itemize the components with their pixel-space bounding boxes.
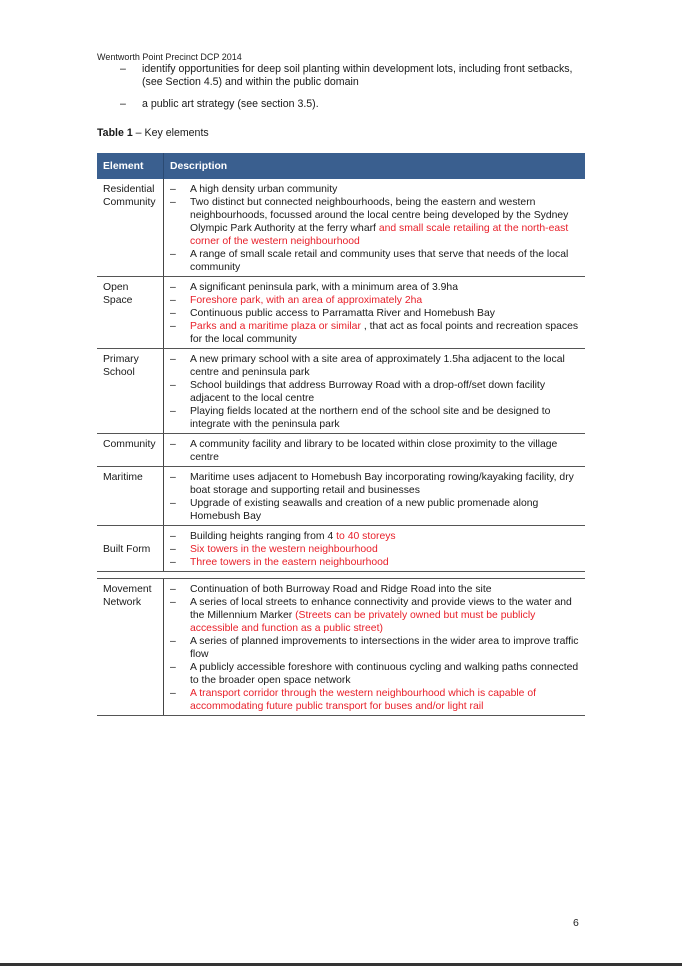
description-list <box>170 583 579 713</box>
dash-bullet: – <box>120 63 126 75</box>
item-text: Playing fields located at the northern end of the school site and be designed to integrate with the peninsula park <box>190 406 551 430</box>
description-item <box>170 596 579 635</box>
description-cell <box>164 579 586 716</box>
item-text: A series of local streets to enhance connectivity and provide views to the water and the Millennium Marker <box>190 597 572 621</box>
amended-text: to 40 storeys <box>336 531 396 542</box>
element-cell: Residential Community <box>97 179 164 277</box>
description-item <box>170 379 579 405</box>
spacer-cell <box>97 572 585 579</box>
description-list <box>170 471 579 523</box>
item-text: A community facility and library to be located within close proximity to the village centre <box>190 439 558 463</box>
dash-bullet: – <box>170 282 176 293</box>
table-row <box>97 526 585 572</box>
table-row <box>97 179 585 277</box>
table-row <box>97 434 585 467</box>
amended-text: (Streets can be privately owned but must be publicly accessible and function as a public street) <box>190 610 536 634</box>
description-item <box>170 583 579 596</box>
amended-text: Parks and a maritime plaza or similar <box>190 321 364 332</box>
amended-text: A transport corridor through the western neighbourhood which is capable of accommodating future public transport for buses and/or light rail <box>190 688 536 712</box>
intro-item-text: identify opportunities for deep soil planting within development lots, including front setbacks, (see Section 4.5) and within the public domain <box>142 63 573 88</box>
table-row <box>97 579 585 716</box>
table-spacer-row <box>97 572 585 579</box>
description-item <box>170 353 579 379</box>
document-header-title: Wentworth Point Precinct DCP 2014 <box>97 52 242 62</box>
description-item <box>170 405 579 431</box>
item-text: Maritime uses adjacent to Homebush Bay incorporating rowing/kayaking facility, dry boat storage and supporting retail and businesses <box>190 472 574 496</box>
dash-bullet: – <box>170 498 176 509</box>
description-item <box>170 661 579 687</box>
dash-bullet: – <box>170 308 176 319</box>
item-text: Continuous public access to Parramatta River and Homebush Bay <box>190 308 495 319</box>
dash-bullet: – <box>170 472 176 483</box>
description-item <box>170 471 579 497</box>
page-number: 6 <box>573 917 579 929</box>
item-text: Upgrade of existing seawalls and creation of a new public promenade along Homebush Bay <box>190 498 539 522</box>
dash-bullet: – <box>170 197 176 208</box>
item-text: School buildings that address Burroway Road with a drop-off/set down facility adjacent to the local centre <box>190 380 546 404</box>
dash-bullet: – <box>170 531 176 542</box>
intro-item <box>120 98 580 111</box>
item-text: A publicly accessible foreshore with continuous cycling and walking paths connected to the broader open space network <box>190 662 579 686</box>
item-text: A significant peninsula park, with a minimum area of 3.9ha <box>190 282 458 293</box>
dash-bullet: – <box>170 295 176 306</box>
dash-bullet: – <box>170 380 176 391</box>
table-caption-text: – Key elements <box>132 127 209 139</box>
description-list <box>170 438 579 464</box>
intro-item <box>120 63 580 89</box>
column-header-description: Description <box>164 153 586 179</box>
table-header-row <box>97 153 585 179</box>
item-text: A range of small scale retail and community uses that serve that needs of the local community <box>190 249 569 273</box>
item-text: A new primary school with a site area of approximately 1.5ha adjacent to the local centre and peninsula park <box>190 354 565 378</box>
element-cell: Primary School <box>97 349 164 434</box>
description-item <box>170 635 579 661</box>
description-item <box>170 196 579 248</box>
item-text: , that act as focal points and recreation spaces for the local community <box>190 321 579 345</box>
description-cell <box>164 434 586 467</box>
dash-bullet: – <box>170 406 176 417</box>
dash-bullet: – <box>170 557 176 568</box>
description-item <box>170 530 579 543</box>
description-cell <box>164 349 586 434</box>
intro-item-text: a public art strategy (see section 3.5). <box>142 98 319 110</box>
amended-text: Three towers in the eastern neighbourhood <box>190 557 389 568</box>
description-list <box>170 530 579 569</box>
description-item <box>170 687 579 713</box>
table-body <box>97 179 585 716</box>
description-list <box>170 353 579 431</box>
description-item <box>170 438 579 464</box>
dash-bullet: – <box>170 249 176 260</box>
description-item <box>170 281 579 294</box>
description-item <box>170 497 579 523</box>
element-cell: Built Form <box>97 526 164 572</box>
dash-bullet: – <box>170 584 176 595</box>
dash-bullet: – <box>170 439 176 450</box>
table-row <box>97 467 585 526</box>
description-cell <box>164 467 586 526</box>
item-text: Continuation of both Burroway Road and Ridge Road into the site <box>190 584 492 595</box>
key-elements-table <box>97 153 585 716</box>
dash-bullet: – <box>170 688 176 699</box>
dash-bullet: – <box>170 544 176 555</box>
description-cell <box>164 526 586 572</box>
description-item <box>170 294 579 307</box>
amended-text: and small scale retailing at the north-east corner of the western neighbourhood <box>190 223 569 247</box>
dash-bullet: – <box>170 321 176 332</box>
item-text: Two distinct but connected neighbourhoods, being the eastern and western neighbourhoods, focussed around the local centre being developed by the Sydney Olympic Park Authority at the ferry wharf <box>190 197 569 234</box>
item-text: Building heights ranging from 4 <box>190 531 337 542</box>
element-cell: Community <box>97 434 164 467</box>
element-cell: Movement Network <box>97 579 164 716</box>
dash-bullet: – <box>170 597 176 608</box>
description-item <box>170 248 579 274</box>
table-caption <box>97 127 209 139</box>
table-caption-label: Table 1 <box>97 127 133 139</box>
item-text: A series of planned improvements to intersections in the wider area to improve traffic flow <box>190 636 579 660</box>
description-item <box>170 320 579 346</box>
dash-bullet: – <box>170 354 176 365</box>
column-header-element: Element <box>97 153 164 179</box>
dash-bullet: – <box>120 98 126 110</box>
description-cell <box>164 179 586 277</box>
description-list <box>170 281 579 346</box>
amended-text: Foreshore park, with an area of approximately 2ha <box>190 295 423 306</box>
description-cell <box>164 277 586 349</box>
element-cell: Open Space <box>97 277 164 349</box>
dash-bullet: – <box>170 184 176 195</box>
table-row <box>97 349 585 434</box>
description-list <box>170 183 579 274</box>
description-item <box>170 556 579 569</box>
table-row <box>97 277 585 349</box>
dash-bullet: – <box>170 636 176 647</box>
dash-bullet: – <box>170 662 176 673</box>
description-item <box>170 543 579 556</box>
intro-list <box>120 63 580 120</box>
item-text: A high density urban community <box>190 184 338 195</box>
description-item <box>170 183 579 196</box>
amended-text: Six towers in the western neighbourhood <box>190 544 378 555</box>
description-item <box>170 307 579 320</box>
element-cell: Maritime <box>97 467 164 526</box>
